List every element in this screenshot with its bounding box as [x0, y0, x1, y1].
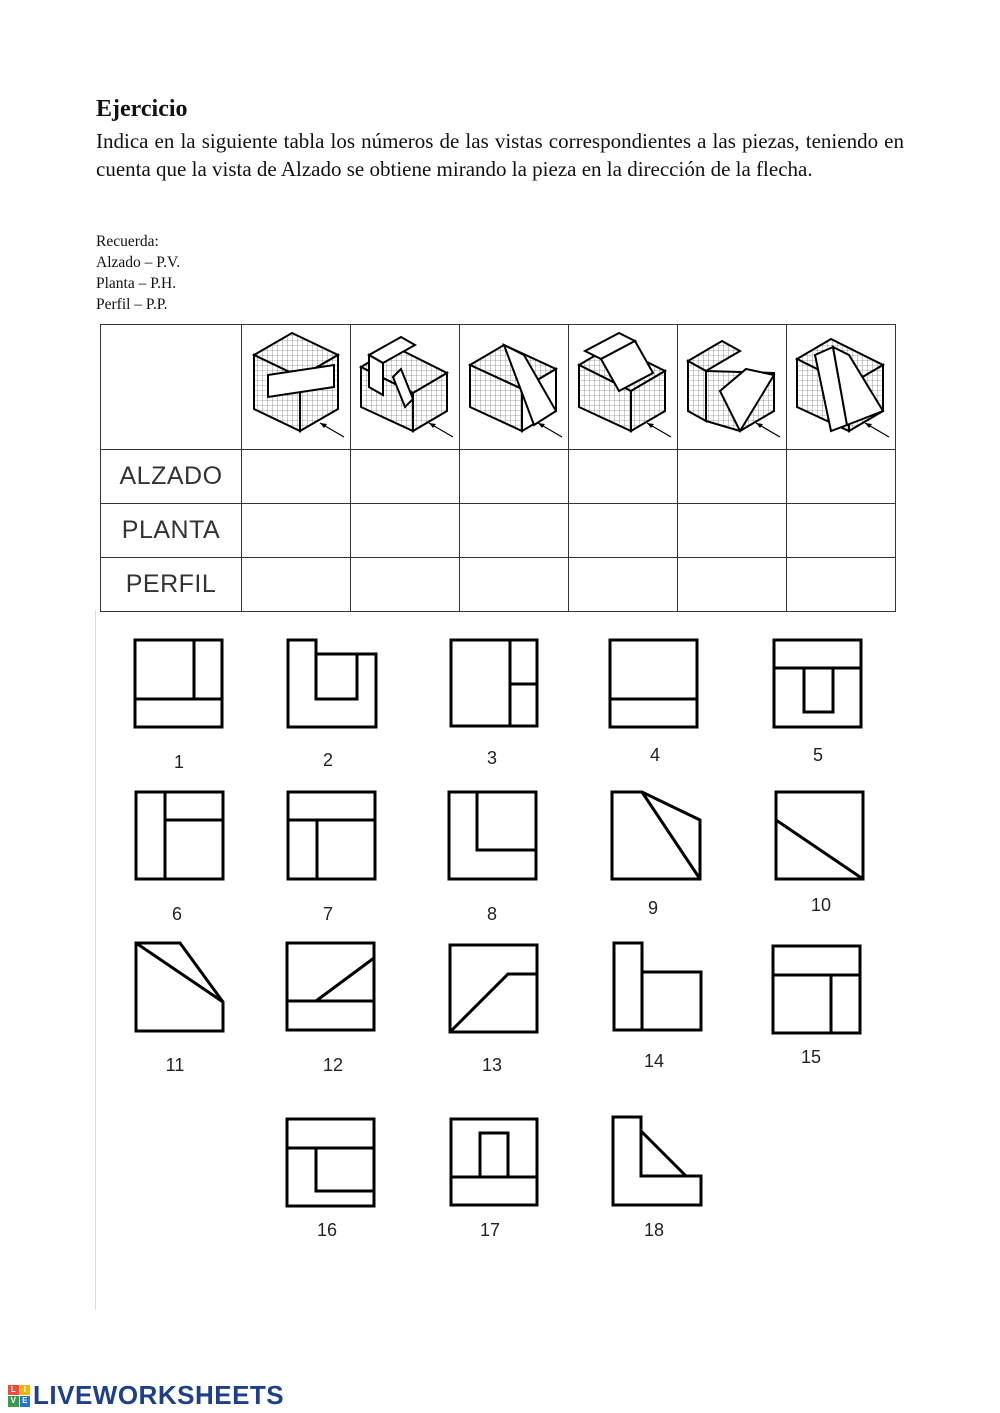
view-14-icon: [614, 943, 701, 1030]
view-number-6: 6: [171, 904, 182, 924]
view-18-icon: [613, 1117, 701, 1205]
view-1-icon: [135, 640, 222, 727]
view-number-9: 9: [647, 898, 658, 918]
footer-brand: [8, 1380, 284, 1411]
view-4-icon: [610, 640, 697, 727]
exercise-instructions: Indica en la siguiente tabla los números de las vistas correspondientes a las piezas, teniendo en cuenta que la vista de Alzado se obtiene mirando la pieza en la dirección de la flecha.: [96, 129, 904, 181]
view-number-2: 2: [322, 750, 333, 770]
view-number-14: 14: [643, 1051, 665, 1071]
logo-letter-i: I: [20, 1385, 31, 1396]
exercise-title: Ejercicio: [96, 96, 188, 122]
view-7-icon: [288, 792, 375, 879]
view-6-icon: [136, 792, 223, 879]
view-8-icon: [449, 792, 536, 879]
view-number-10: 10: [810, 895, 832, 915]
view-3-icon: [451, 640, 537, 726]
view-15-icon: [773, 946, 860, 1033]
view-2-icon: [288, 640, 376, 727]
view-number-4: 4: [649, 745, 660, 765]
view-number-12: 12: [322, 1055, 344, 1075]
row-label-perfil: PERFIL: [101, 558, 242, 612]
view-number-16: 16: [316, 1220, 338, 1240]
reminder-line-perfil: Perfil – P.P.: [96, 296, 168, 313]
view-5-icon: [774, 640, 861, 727]
view-number-8: 8: [486, 904, 497, 924]
liveworksheets-logo-icon: [8, 1385, 30, 1407]
view-number-18: 18: [643, 1220, 665, 1240]
view-number-5: 5: [812, 745, 823, 765]
logo-letter-e: E: [20, 1396, 31, 1407]
view-number-13: 13: [481, 1055, 503, 1075]
row-label-alzado: ALZADO: [101, 450, 242, 504]
row-label-planta: PLANTA: [101, 504, 242, 558]
view-12-icon: [287, 943, 374, 1030]
view-10-icon: [776, 792, 863, 879]
view-17-icon: [451, 1119, 537, 1205]
view-number-7: 7: [322, 904, 333, 924]
brand-name: LIVEWORKSHEETS: [33, 1380, 285, 1410]
view-9-icon: [612, 792, 700, 879]
view-number-17: 17: [479, 1220, 501, 1240]
logo-letter-l: L: [8, 1385, 19, 1396]
view-11-icon: [136, 943, 223, 1031]
view-16-icon: [287, 1119, 374, 1206]
view-number-11: 11: [165, 1055, 185, 1075]
logo-letter-v: V: [8, 1396, 19, 1407]
view-13-icon: [450, 945, 537, 1032]
reminder-line-planta: Planta – P.H.: [96, 275, 177, 292]
reminder-title: Recuerda:: [96, 233, 159, 250]
view-number-3: 3: [486, 748, 497, 768]
view-number-15: 15: [800, 1047, 822, 1067]
reminder-line-alzado: Alzado – P.V.: [96, 254, 181, 271]
view-number-1: 1: [173, 752, 184, 772]
